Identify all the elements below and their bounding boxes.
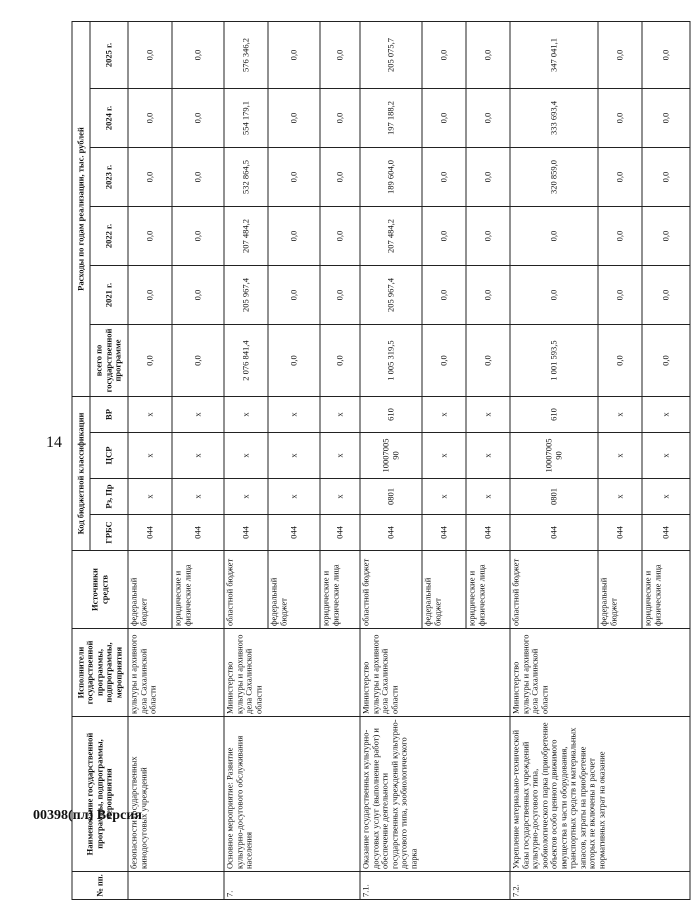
funding-source: юридические и физические лица <box>642 551 690 629</box>
vr-code: 610 <box>510 397 598 433</box>
grbs-code: 044 <box>360 515 422 551</box>
vr-code: 610 <box>360 397 422 433</box>
vr-code: х <box>224 397 268 433</box>
year-value: 0,0 <box>642 266 690 325</box>
page-number: 14 <box>46 434 62 451</box>
csr-code: х <box>422 433 466 479</box>
header-grbs: ГРБС <box>90 515 128 551</box>
header-name: Наименование государственной программы, подпрограммы, мероприятия <box>72 717 128 872</box>
total-value: 0,0 <box>598 325 642 397</box>
year-value: 0,0 <box>268 207 320 266</box>
grbs-code: 044 <box>642 515 690 551</box>
year-value: 576 346,2 <box>224 22 268 89</box>
vr-code: х <box>642 397 690 433</box>
rzpr-code: 0801 <box>360 479 422 515</box>
csr-code: х <box>320 433 360 479</box>
year-value: 0,0 <box>642 89 690 148</box>
year-value: 0,0 <box>320 266 360 325</box>
grbs-code: 044 <box>128 515 172 551</box>
year-value: 205 075,7 <box>360 22 422 89</box>
funding-source: областной бюджет <box>360 551 422 629</box>
csr-code: х <box>172 433 224 479</box>
csr-code: х <box>224 433 268 479</box>
year-value: 0,0 <box>128 89 172 148</box>
header-budget-code: Код бюджетной классификации <box>72 397 90 551</box>
grbs-code: 044 <box>598 515 642 551</box>
header-source: Источники средств <box>72 551 128 629</box>
measure-name: Основное мероприятие: Развитие культурно-досугового обслуживания населения <box>224 717 360 872</box>
measure-name: Укрепление материально-технической базы государственных учреждений культурно-досугового типа, зообиологического парка (приобретение объектов особо ценного движимого имущества в части оборудования, транспортных средств и материальных запасов, затраты на приобретение которых не включены в расчет нормативных затрат на оказание <box>510 717 690 872</box>
year-value: 0,0 <box>466 22 510 89</box>
year-value: 0,0 <box>466 148 510 207</box>
csr-code: х <box>642 433 690 479</box>
year-value: 0,0 <box>172 266 224 325</box>
year-value: 205 967,4 <box>224 266 268 325</box>
csr-code: х <box>466 433 510 479</box>
vr-code: х <box>320 397 360 433</box>
year-value: 0,0 <box>172 148 224 207</box>
year-value: 0,0 <box>422 22 466 89</box>
footer-version: 00398(пл) Версия <box>33 808 142 823</box>
year-value: 0,0 <box>268 22 320 89</box>
rzpr-code: х <box>224 479 268 515</box>
year-value: 0,0 <box>320 22 360 89</box>
rzpr-code: х <box>422 479 466 515</box>
year-value: 207 484,2 <box>360 207 422 266</box>
header-year-2024: 2024 г. <box>90 89 128 148</box>
grbs-code: 044 <box>224 515 268 551</box>
year-value: 0,0 <box>422 148 466 207</box>
year-value: 189 604,0 <box>360 148 422 207</box>
grbs-code: 044 <box>466 515 510 551</box>
csr-code: 10007005 90 <box>360 433 422 479</box>
vr-code: х <box>128 397 172 433</box>
vr-code: х <box>268 397 320 433</box>
row-number: 7.1. <box>360 872 510 900</box>
rzpr-code: х <box>598 479 642 515</box>
header-year-2023: 2023 г. <box>90 148 128 207</box>
vr-code: х <box>422 397 466 433</box>
header-executor: Исполнители государственной программы, подпрограммы, мероприятия <box>72 629 128 717</box>
year-value: 0,0 <box>510 207 598 266</box>
year-value: 0,0 <box>422 89 466 148</box>
total-value: 0,0 <box>128 325 172 397</box>
row-number: 7.2. <box>510 872 690 900</box>
executor-name: Министерство культуры и архивного дела Сахалинской области <box>510 629 690 717</box>
rzpr-code: х <box>172 479 224 515</box>
table-row <box>128 22 172 900</box>
funding-source: юридические и физические лица <box>172 551 224 629</box>
funding-source: федеральный бюджет <box>128 551 172 629</box>
year-value: 0,0 <box>128 266 172 325</box>
year-value: 554 179,1 <box>224 89 268 148</box>
header-year-2025: 2025 г. <box>90 22 128 89</box>
table-body <box>128 22 690 900</box>
header-total: всего по государственной программе <box>90 325 128 397</box>
year-value: 0,0 <box>320 89 360 148</box>
funding-source: федеральный бюджет <box>598 551 642 629</box>
year-value: 0,0 <box>598 89 642 148</box>
grbs-code: 044 <box>422 515 466 551</box>
total-value: 0,0 <box>422 325 466 397</box>
budget-table <box>72 21 691 900</box>
table-row <box>510 22 598 900</box>
year-value: 0,0 <box>466 207 510 266</box>
year-value: 0,0 <box>466 89 510 148</box>
year-value: 0,0 <box>422 266 466 325</box>
total-value: 0,0 <box>466 325 510 397</box>
total-value: 0,0 <box>268 325 320 397</box>
csr-code: х <box>128 433 172 479</box>
total-value: 1 005 319,5 <box>360 325 422 397</box>
year-value: 0,0 <box>172 207 224 266</box>
header-year-2022: 2022 г. <box>90 207 128 266</box>
rzpr-code: х <box>466 479 510 515</box>
header-year-2021: 2021 г. <box>90 266 128 325</box>
year-value: 0,0 <box>598 148 642 207</box>
year-value: 207 484,2 <box>224 207 268 266</box>
row-number: 7. <box>224 872 360 900</box>
year-value: 0,0 <box>268 89 320 148</box>
rzpr-code: х <box>642 479 690 515</box>
year-value: 0,0 <box>268 148 320 207</box>
grbs-code: 044 <box>320 515 360 551</box>
header-vr: ВР <box>90 397 128 433</box>
year-value: 0,0 <box>422 207 466 266</box>
year-value: 0,0 <box>598 266 642 325</box>
year-value: 347 041,1 <box>510 22 598 89</box>
rzpr-code: 0801 <box>510 479 598 515</box>
grbs-code: 044 <box>510 515 598 551</box>
csr-code: х <box>268 433 320 479</box>
executor-name: Министерство культуры и архивного дела Сахалинской области <box>360 629 510 717</box>
budget-table-wrapper <box>72 22 671 900</box>
header-no: № пп. <box>72 872 128 900</box>
year-value: 320 859,0 <box>510 148 598 207</box>
header-csr: ЦСР <box>90 433 128 479</box>
funding-source: областной бюджет <box>224 551 268 629</box>
total-value: 0,0 <box>172 325 224 397</box>
year-value: 0,0 <box>128 207 172 266</box>
year-value: 333 693,4 <box>510 89 598 148</box>
row-number <box>128 872 224 900</box>
measure-name: Оказание государственных культурно-досуговых услуг (выполнение работ) и обеспечение деятельности государственных учреждений культурно-досугового типа, зообиологического парка <box>360 717 510 872</box>
year-value: 0,0 <box>128 148 172 207</box>
vr-code: х <box>598 397 642 433</box>
header-rzpr: Рз, Пр <box>90 479 128 515</box>
year-value: 0,0 <box>320 148 360 207</box>
csr-code: 10007005 90 <box>510 433 598 479</box>
year-value: 532 864,5 <box>224 148 268 207</box>
header-expenses: Расходы по годам реализации, тыс. рублей <box>72 22 90 397</box>
year-value: 0,0 <box>268 266 320 325</box>
executor-name: Министерство культуры и архивного дела Сахалинской области <box>224 629 360 717</box>
year-value: 0,0 <box>172 89 224 148</box>
rzpr-code: х <box>320 479 360 515</box>
grbs-code: 044 <box>268 515 320 551</box>
total-value: 1 001 593,5 <box>510 325 598 397</box>
year-value: 197 188,2 <box>360 89 422 148</box>
funding-source: юридические и физические лица <box>320 551 360 629</box>
table-row <box>224 22 268 900</box>
funding-source: федеральный бюджет <box>268 551 320 629</box>
rzpr-code: х <box>128 479 172 515</box>
year-value: 0,0 <box>510 266 598 325</box>
total-value: 0,0 <box>320 325 360 397</box>
year-value: 0,0 <box>320 207 360 266</box>
csr-code: х <box>598 433 642 479</box>
rzpr-code: х <box>268 479 320 515</box>
vr-code: х <box>172 397 224 433</box>
year-value: 0,0 <box>642 22 690 89</box>
table-row <box>360 22 422 900</box>
funding-source: областной бюджет <box>510 551 598 629</box>
funding-source: юридические и физические лица <box>466 551 510 629</box>
total-value: 2 076 841,4 <box>224 325 268 397</box>
executor-name: культуры и архивного дела Сахалинской области <box>128 629 224 717</box>
vr-code: х <box>466 397 510 433</box>
year-value: 0,0 <box>128 22 172 89</box>
year-value: 0,0 <box>598 207 642 266</box>
grbs-code: 044 <box>172 515 224 551</box>
year-value: 0,0 <box>642 207 690 266</box>
total-value: 0,0 <box>642 325 690 397</box>
funding-source: федеральный бюджет <box>422 551 466 629</box>
year-value: 0,0 <box>172 22 224 89</box>
year-value: 0,0 <box>598 22 642 89</box>
year-value: 205 967,4 <box>360 266 422 325</box>
measure-name: безопасности государственных кинодосуговых учреждений <box>128 717 224 872</box>
year-value: 0,0 <box>466 266 510 325</box>
year-value: 0,0 <box>642 148 690 207</box>
